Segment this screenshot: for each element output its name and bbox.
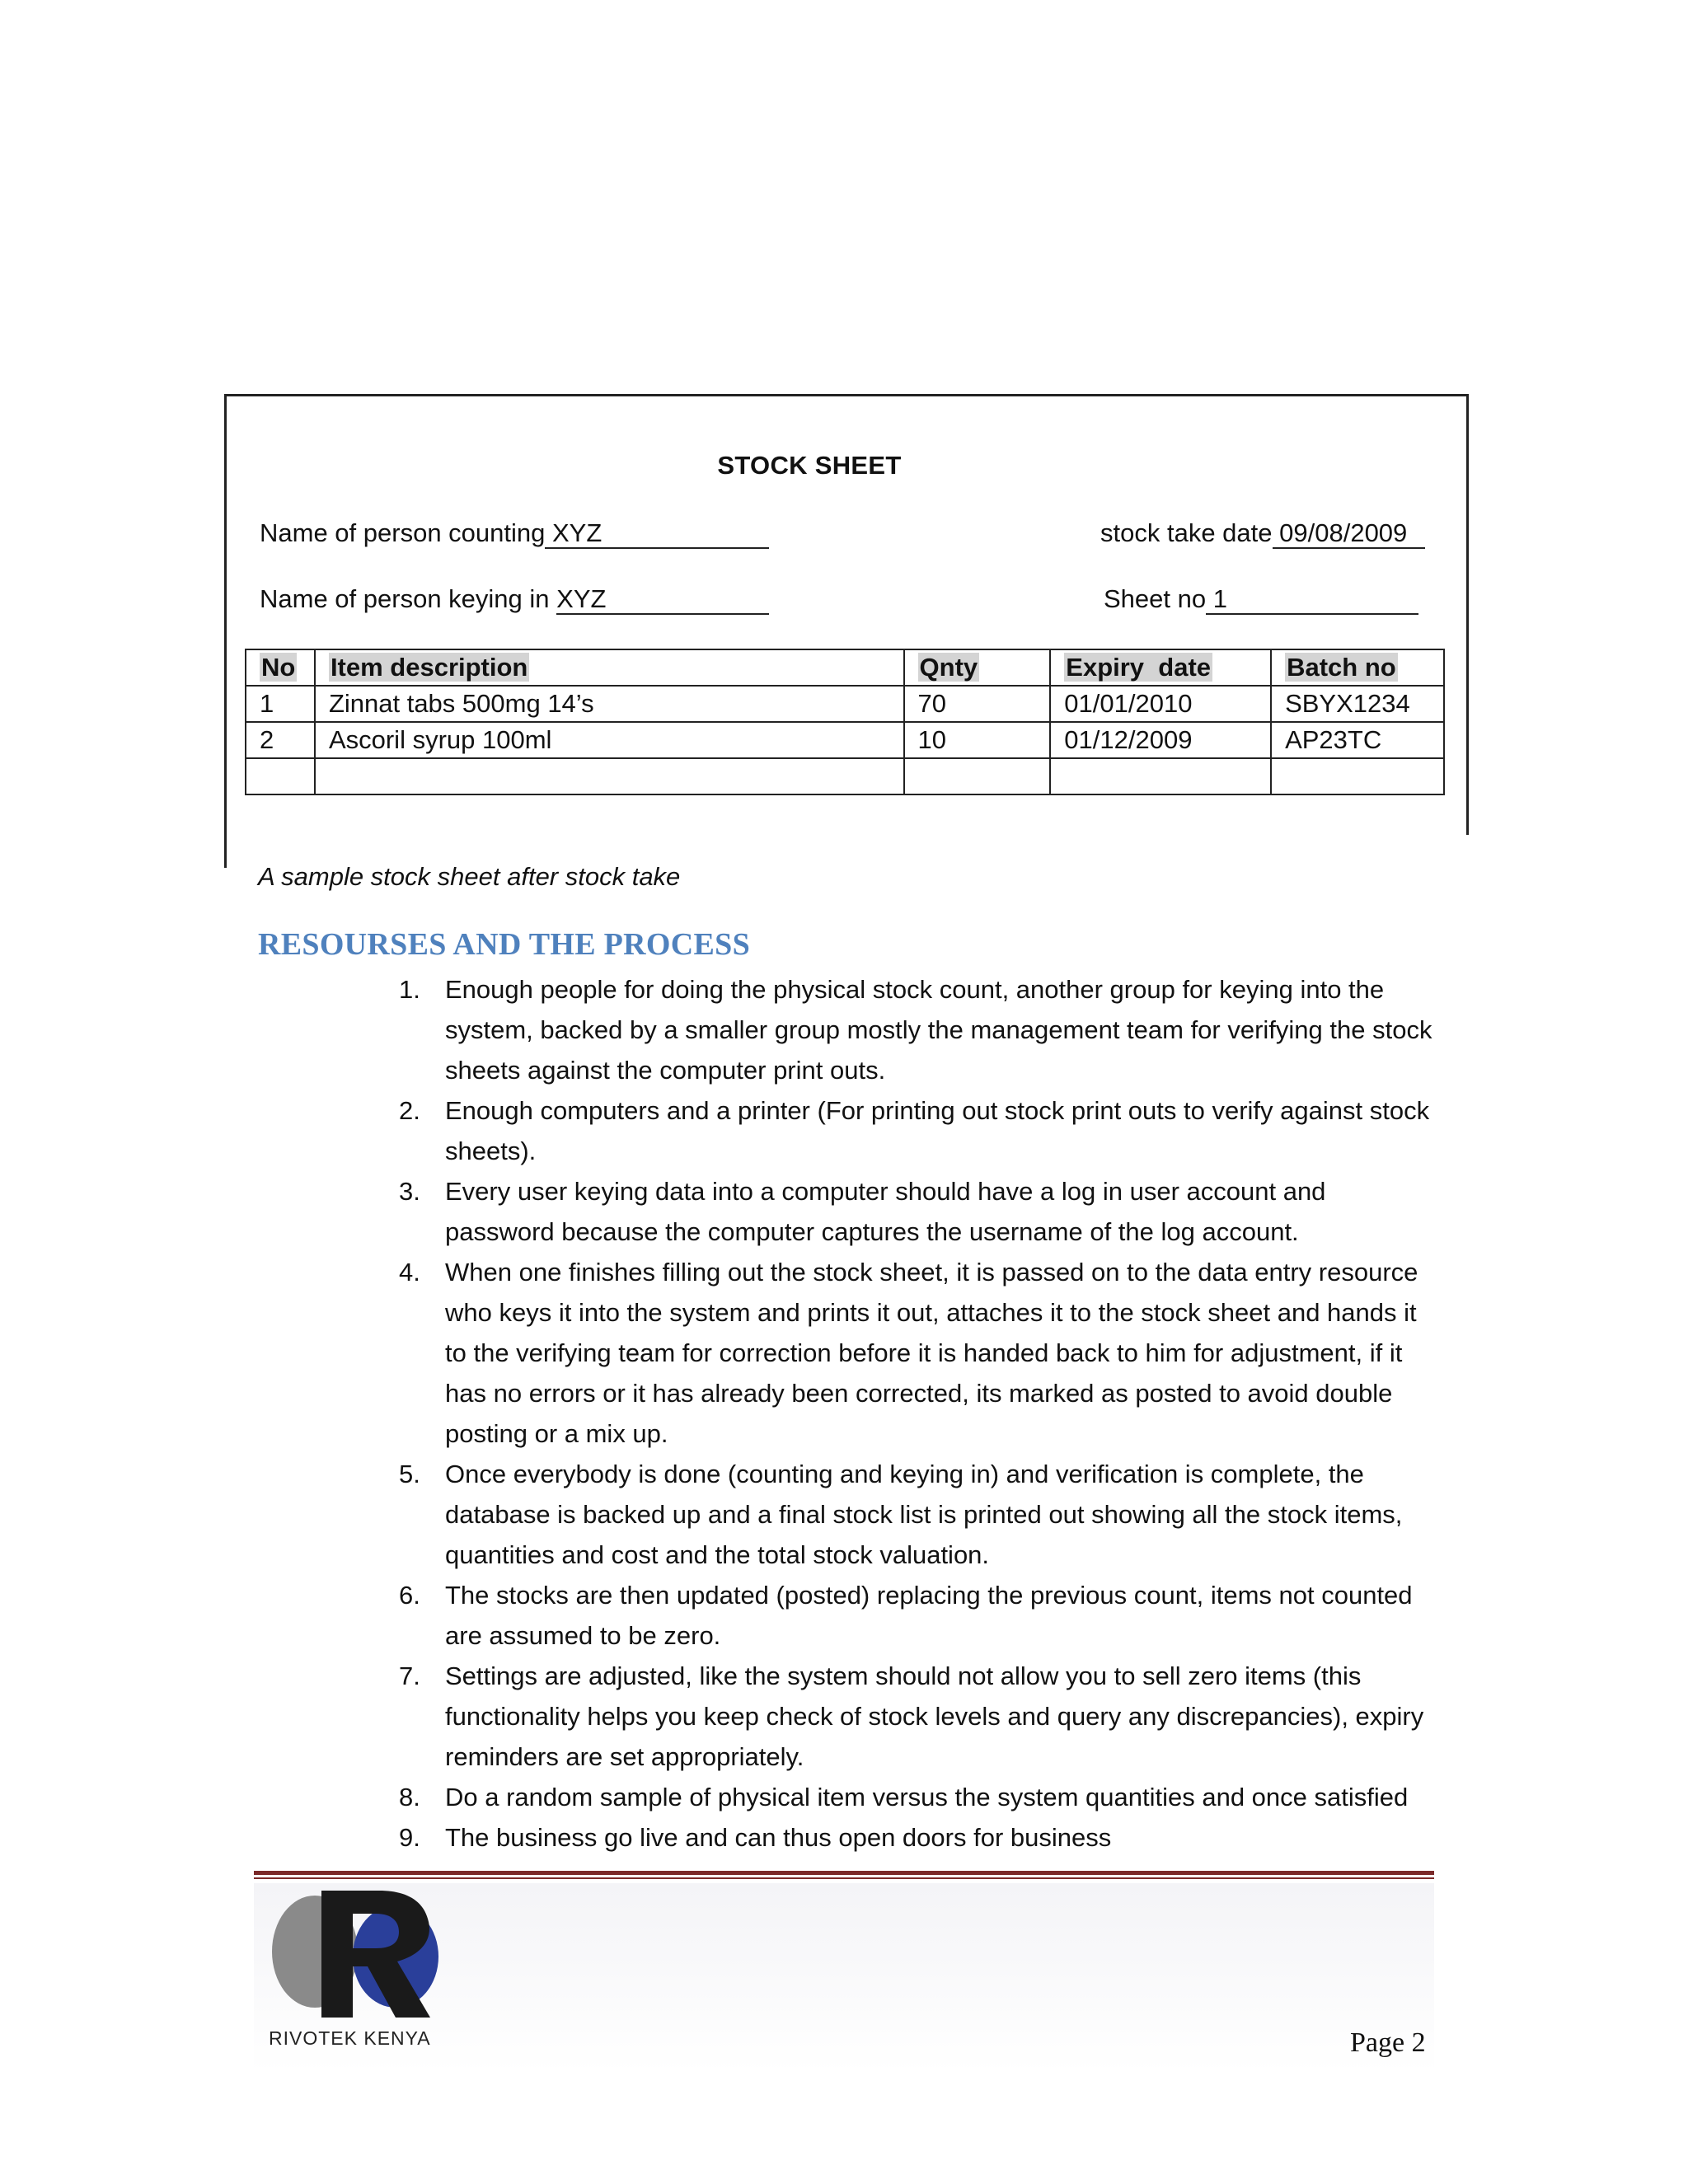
person-counting-field	[260, 518, 769, 549]
rivotek-logo	[264, 1886, 445, 2026]
cell-item-description: Ascoril syrup 100ml	[315, 722, 904, 758]
frame-left-extension	[224, 835, 227, 868]
sheet-no-field	[1104, 584, 1418, 615]
cell-item-description: Zinnat tabs 500mg 14’s	[315, 686, 904, 722]
list-item: 8. Do a random sample of physical item versus the system quantities and once satisfied	[399, 1783, 1409, 1811]
cell-expiry-date	[1050, 758, 1271, 794]
list-item: 3. Every user keying data into a computer should have a log in user account and password because the computer captures the username of the log account.	[399, 1177, 1326, 1246]
stock-table-header-row	[246, 649, 1444, 686]
logo-wordmark: RIVOTEK KENYA	[269, 2027, 431, 2049]
cell-expiry-date: 01/01/2010	[1050, 686, 1271, 722]
col-header-no: No	[246, 649, 315, 686]
stock-take-date-label: stock take date	[1100, 518, 1273, 547]
col-header-batch-no: Batch no	[1271, 649, 1444, 686]
person-counting-label: Name of person counting	[260, 518, 546, 547]
col-header-expiry-date: Expiry date	[1050, 649, 1271, 686]
section-heading: RESOURSES AND THE PROCESS	[258, 927, 751, 962]
page-number: Page 2	[1350, 2027, 1426, 2058]
cell-batch-no: SBYX1234	[1271, 686, 1444, 722]
cell-qnty	[904, 758, 1051, 794]
col-header-qnty: Qnty	[904, 649, 1051, 686]
sheet-no-label: Sheet no	[1104, 584, 1207, 613]
list-item: 9. The business go live and can thus open doors for business	[399, 1823, 1112, 1852]
col-header-item-description: Item description	[315, 649, 904, 686]
cell-item-description	[315, 758, 904, 794]
process-list	[396, 969, 1439, 1858]
list-item: 6. The stocks are then updated (posted) replacing the previous count, items not counted are assumed to be zero.	[399, 1581, 1413, 1650]
stock-table	[245, 649, 1445, 795]
cell-no: 1	[246, 686, 315, 722]
list-item: 4. When one finishes filling out the stock sheet, it is passed on to the data entry resource who keys it into the system and prints it out, attaches it to the stock sheet and hands it to the verifying team for correction before it is handed back to him for adjustment, if it has no errors or it has already been corrected, its marked as posted to avoid double posting or a mix up.	[399, 1258, 1418, 1448]
cell-batch-no	[1271, 758, 1444, 794]
stock-take-date-value: 09/08/2009	[1273, 519, 1425, 549]
person-counting-value: XYZ	[545, 519, 769, 549]
cell-no: 2	[246, 722, 315, 758]
list-item: 1. Enough people for doing the physical stock count, another group for keying into the system, backed by a smaller group mostly the management team for verifying the stock sheets against the computer print outs.	[399, 975, 1432, 1085]
stock-take-date-field	[1100, 518, 1425, 549]
list-item: 7. Settings are adjusted, like the system should not allow you to sell zero items (this functionality helps you keep check of stock levels and query any discrepancies), expiry reminders are set appropriately.	[399, 1661, 1424, 1771]
list-item: 2. Enough computers and a printer (For printing out stock print outs to verify against stock sheets).	[399, 1096, 1430, 1165]
cell-expiry-date: 01/12/2009	[1050, 722, 1271, 758]
cell-qnty: 10	[904, 722, 1051, 758]
list-item: 5. Once everybody is done (counting and keying in) and verification is complete, the database is backed up and a final stock list is printed out showing all the stock items, quantities and cost and the total stock valuation.	[399, 1460, 1403, 1569]
sheet-no-value: 1	[1206, 585, 1418, 615]
cell-qnty: 70	[904, 686, 1051, 722]
table-row	[246, 722, 1444, 758]
person-keying-value: XYZ	[556, 585, 769, 615]
stock-sheet-title: STOCK SHEET	[717, 451, 902, 480]
cell-no	[246, 758, 315, 794]
table-row	[246, 686, 1444, 722]
table-row	[246, 758, 1444, 794]
stock-sheet-frame	[224, 394, 1469, 835]
person-keying-label: Name of person keying in	[260, 584, 550, 613]
figure-caption: A sample stock sheet after stock take	[258, 862, 681, 891]
cell-batch-no: AP23TC	[1271, 722, 1444, 758]
person-keying-field	[260, 584, 769, 615]
footer-divider	[254, 1871, 1434, 1879]
